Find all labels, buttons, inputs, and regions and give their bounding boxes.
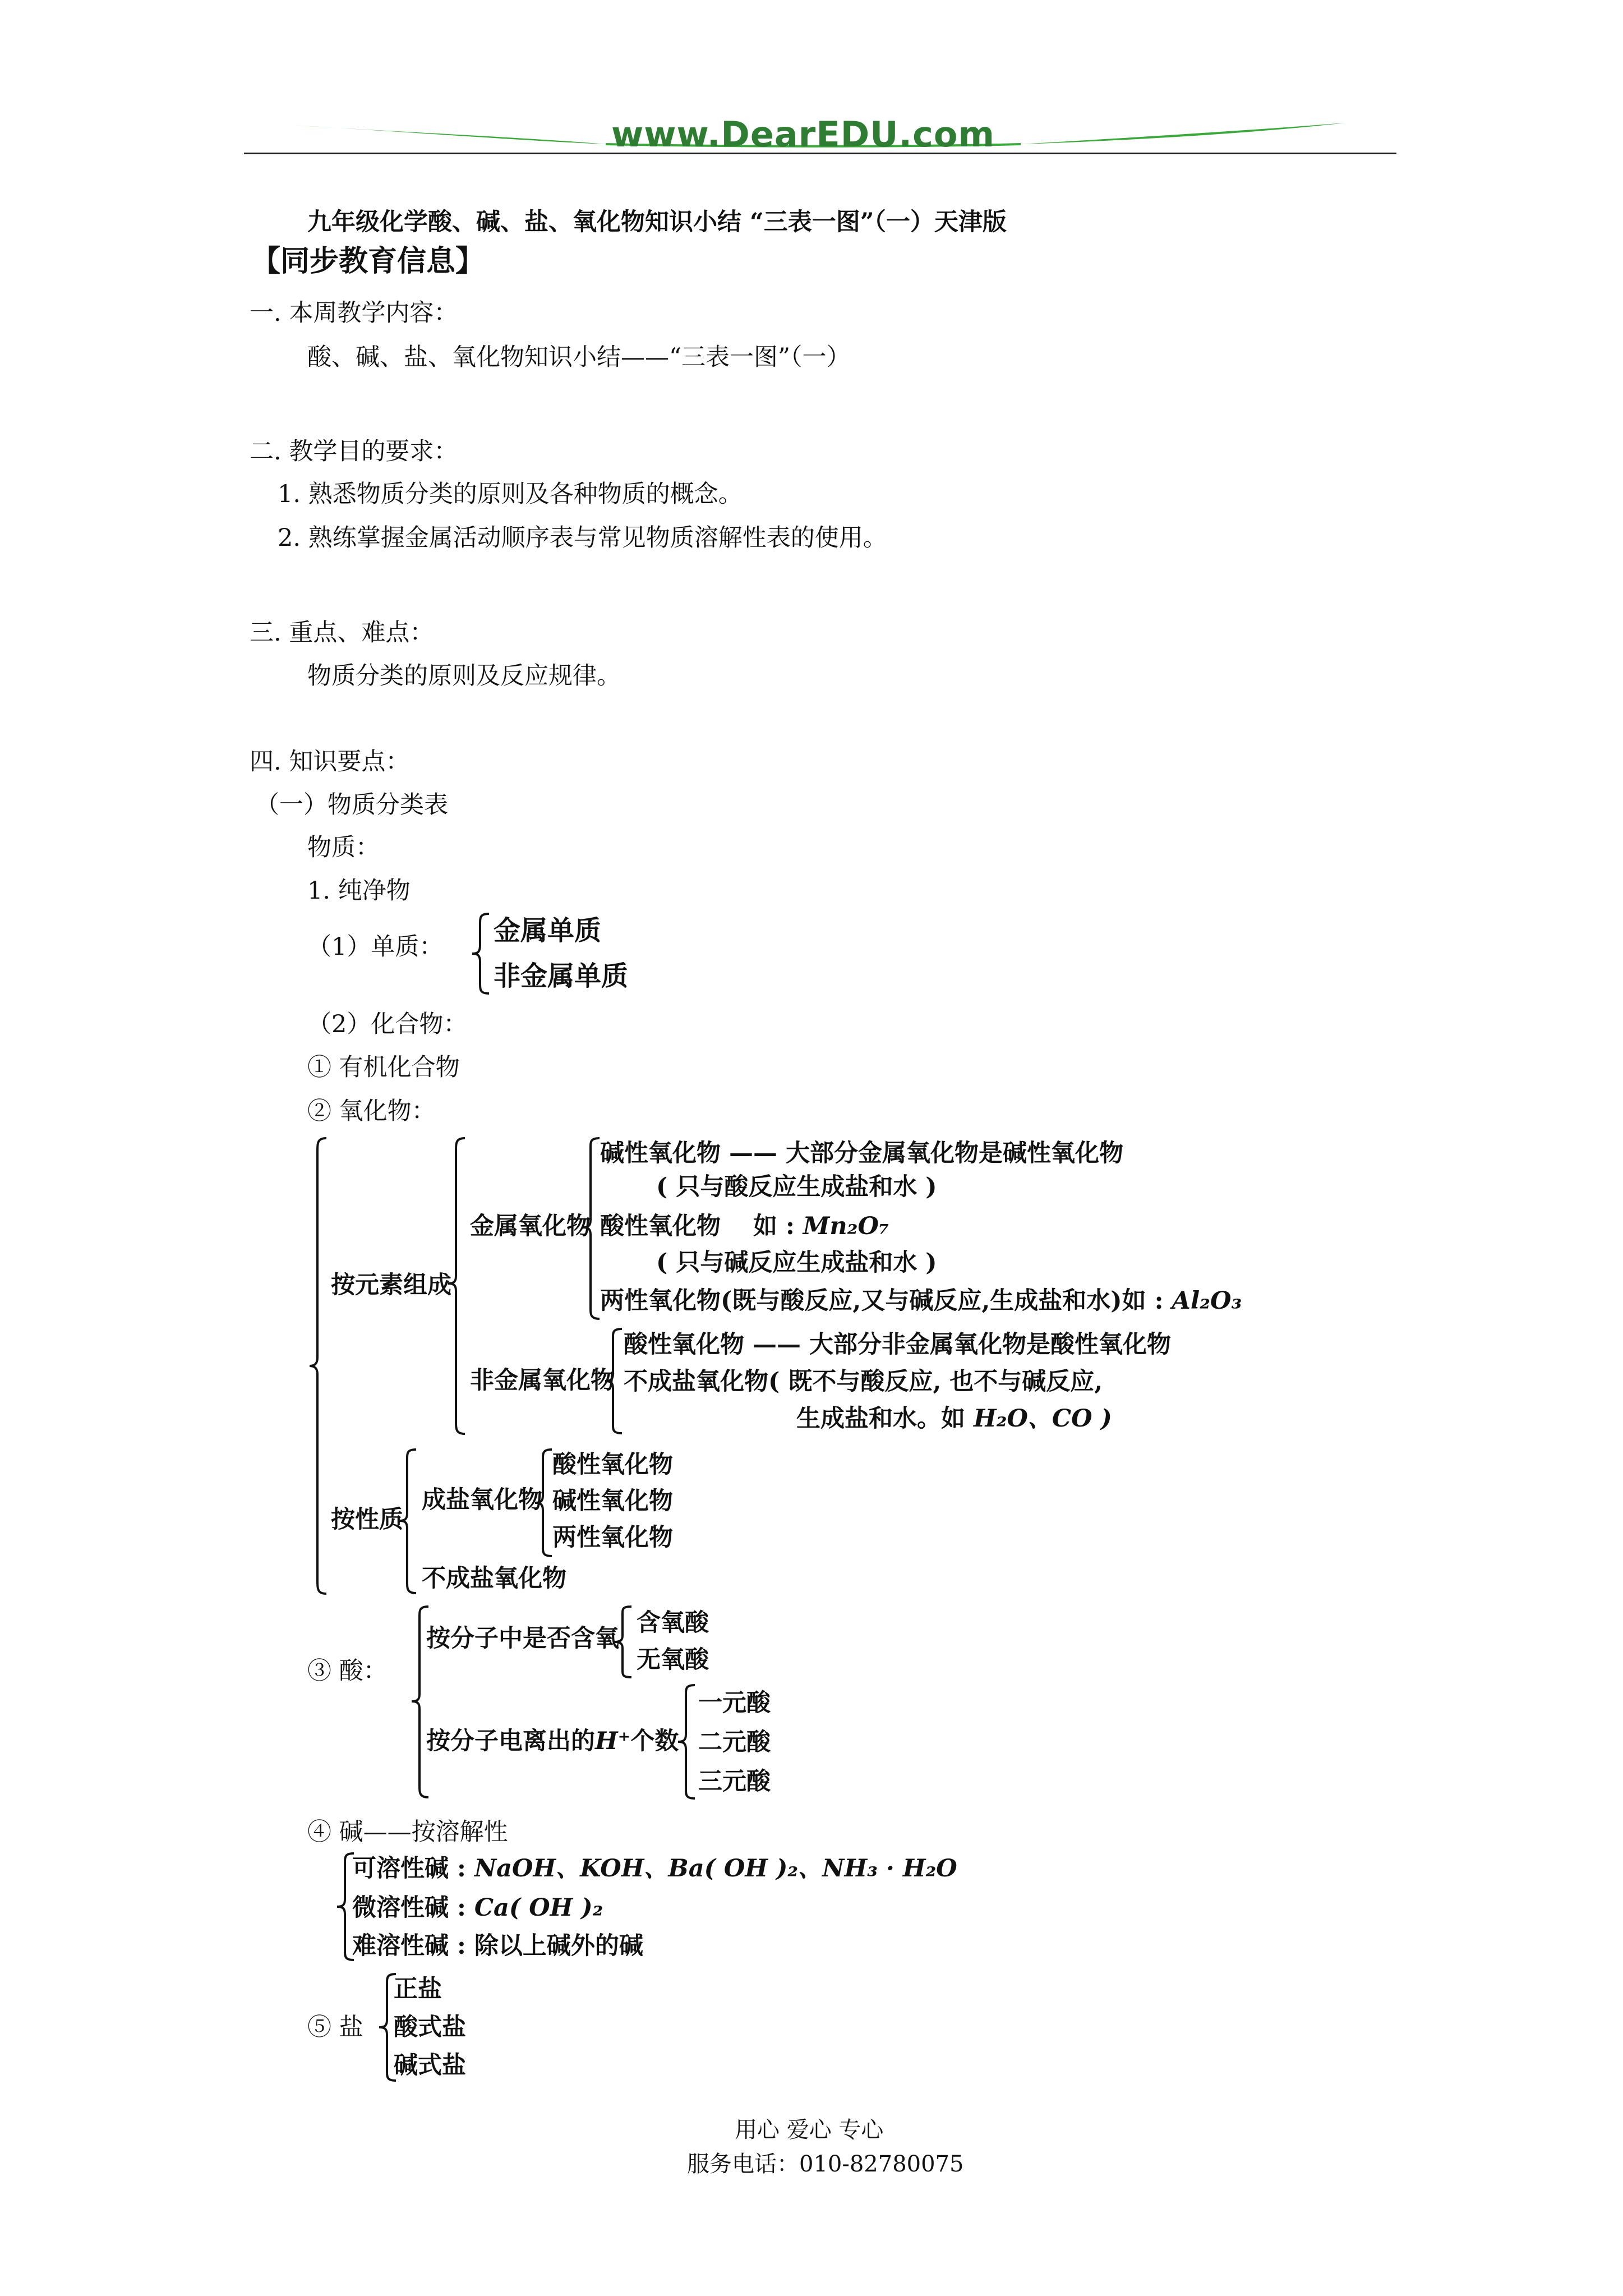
elements-brace <box>470 912 492 996</box>
acid-tribasic: 三元酸 <box>698 1768 771 1796</box>
acidic-metal-oxide-label: 酸性氧化物 如 : <box>600 1212 803 1240</box>
acidic-metal-oxide-example: Mn₂O₇ <box>803 1212 889 1240</box>
matter-label: 物质： <box>307 834 380 862</box>
base-insoluble: 难溶性碱 : 除以上碱外的碱 <box>352 1932 643 1960</box>
non-salt-forming-examples: H₂O、CO ) <box>973 1405 1112 1433</box>
section-3-body: 物质分类的原则及反应规律。 <box>307 662 621 690</box>
header-rule <box>244 153 1396 154</box>
footer-phone: 服务电话：010-82780075 <box>687 2151 964 2177</box>
base-soluble-label: 可溶性碱 : <box>352 1855 474 1883</box>
salt-forming-item-acidic: 酸性氧化物 <box>552 1451 673 1479</box>
acids-by-h-ions-post: 个数 <box>630 1727 679 1755</box>
non-salt-forming-oxide-short: 不成盐氧化物 <box>422 1565 566 1593</box>
salt-forming-item-basic: 碱性氧化物 <box>552 1487 673 1515</box>
salt-acid: 酸式盐 <box>394 2013 466 2041</box>
organic-compounds: ① 有机化合物 <box>307 1053 460 1082</box>
section-1-heading: 一. 本周教学内容： <box>250 299 458 327</box>
acids-by-oxygen: 按分子中是否含氧 <box>426 1625 619 1653</box>
compounds-label: （2）化合物： <box>307 1010 468 1038</box>
sync-heading: 【同步教育信息】 <box>251 244 485 278</box>
non-salt-forming-oxide-cont <box>796 1407 1112 1431</box>
h-ions-brace <box>676 1683 698 1801</box>
footer-slogan: 用心 爱心 专心 <box>735 2117 884 2143</box>
base-soluble-examples: NaOH、KOH、Ba( OH )₂、NH₃ · H₂O <box>474 1855 957 1883</box>
acidic-oxide: 酸性氧化物 —— 大部分非金属氧化物是酸性氧化物 <box>624 1331 1171 1359</box>
oxides-by-property: 按性质 <box>331 1506 403 1534</box>
elements-item-nonmetal: 非金属单质 <box>494 960 629 992</box>
acid-oxygen-free: 无氧酸 <box>637 1646 709 1674</box>
section-2-item-1: 1. 熟悉物质分类的原则及各种物质的概念。 <box>278 480 743 508</box>
acid-oxygen-containing: 含氧酸 <box>637 1609 709 1637</box>
nonmetal-oxide-brace <box>603 1327 625 1436</box>
basic-oxide: 碱性氧化物 —— 大部分金属氧化物是碱性氧化物 <box>600 1139 1123 1167</box>
oxides-label: ② 氧化物： <box>307 1097 436 1125</box>
non-salt-forming-oxide-cont-text: 生成盐和水。如 <box>796 1405 974 1433</box>
pure-substance-label: 1. 纯净物 <box>307 877 411 905</box>
salt-forming-oxide: 成盐氧化物 <box>422 1486 542 1514</box>
non-salt-forming-oxide: 不成盐氧化物( 既不与酸反应, 也不与碱反应, <box>624 1368 1103 1396</box>
metal-oxide-brace <box>580 1136 603 1321</box>
bases-label: ④ 碱——按溶解性 <box>307 1818 508 1846</box>
section-1-body: 酸、碱、盐、氧化物知识小结——“三表一图”（一） <box>307 343 851 371</box>
composition-brace <box>446 1136 468 1436</box>
base-slightly-soluble-label: 微溶性碱 : <box>352 1894 474 1922</box>
amphoteric-oxide-label: 两性氧化物(既与酸反应,又与碱反应,生成盐和水)如 : <box>600 1287 1172 1315</box>
salt-forming-brace <box>533 1447 555 1559</box>
amphoteric-oxide <box>600 1289 1242 1313</box>
section-4-subheading: （一）物质分类表 <box>255 791 448 819</box>
section-2-heading: 二. 教学目的要求： <box>250 438 458 466</box>
page-title: 九年级化学酸、碱、盐、氧化物知识小结 “三表一图”（一）天津版 <box>307 208 1007 236</box>
oxides-by-composition: 按元素组成 <box>331 1271 451 1299</box>
basic-oxide-note: ( 只与酸反应生成盐和水 ) <box>656 1173 937 1201</box>
acid-monobasic: 一元酸 <box>698 1689 771 1717</box>
header-logo[interactable]: www.DearEDU.com <box>611 114 995 155</box>
acid-dibasic: 二元酸 <box>698 1728 771 1756</box>
oxygen-brace <box>612 1604 635 1680</box>
acidic-metal-oxide <box>600 1214 889 1239</box>
base-slightly-soluble-examples: Ca( OH )₂ <box>474 1894 603 1922</box>
salt-basic: 碱式盐 <box>394 2051 466 2079</box>
elements-item-metal: 金属单质 <box>494 915 602 946</box>
acids-by-h-ions <box>426 1729 679 1754</box>
base-soluble <box>352 1857 957 1881</box>
salt-normal: 正盐 <box>394 1975 442 2003</box>
h-ion-symbol: H⁺ <box>595 1727 631 1755</box>
amphoteric-oxide-example: Al₂O₃ <box>1172 1287 1242 1315</box>
section-4-heading: 四. 知识要点： <box>250 748 410 776</box>
oxides-outer-brace <box>307 1136 330 1596</box>
section-2-item-2: 2. 熟练掌握金属活动顺序表与常见物质溶解性表的使用。 <box>278 524 887 552</box>
salts-label: ⑤ 盐 <box>307 2013 363 2041</box>
acids-label: ③ 酸： <box>307 1657 388 1685</box>
salt-forming-item-amphoteric: 两性氧化物 <box>552 1524 673 1552</box>
acidic-metal-oxide-note: ( 只与碱反应生成盐和水 ) <box>656 1249 937 1277</box>
section-3-heading: 三. 重点、难点： <box>250 619 434 647</box>
elements-label: （1）单质： <box>307 933 444 961</box>
acids-by-h-ions-pre: 按分子电离出的 <box>426 1727 595 1755</box>
nonmetal-oxide-label: 非金属氧化物 <box>470 1366 615 1395</box>
base-slightly-soluble <box>352 1896 603 1920</box>
property-brace <box>397 1447 419 1596</box>
metal-oxide-label: 金属氧化物 <box>470 1212 591 1240</box>
